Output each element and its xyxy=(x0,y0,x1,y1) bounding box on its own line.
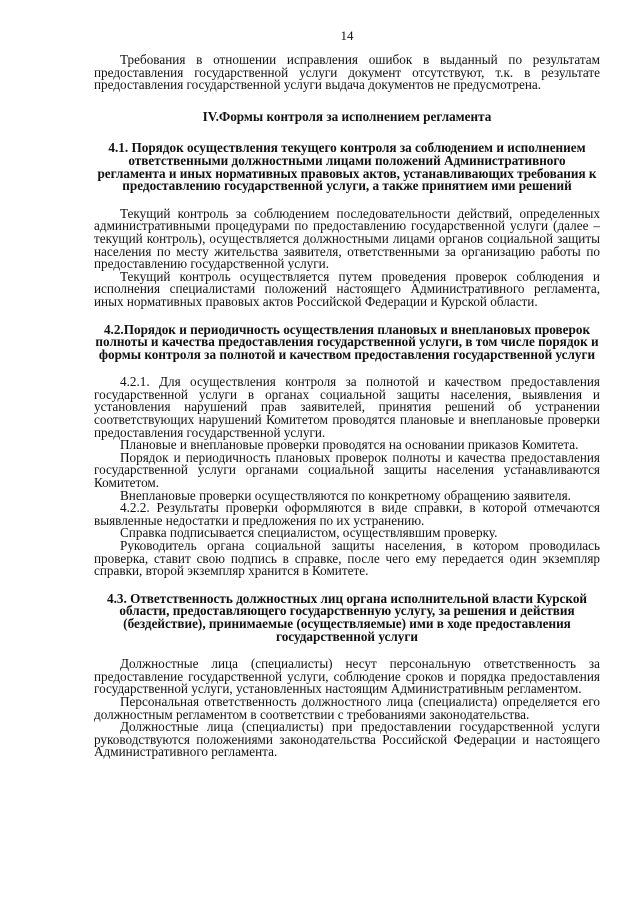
intro-paragraph: Требования в отношении исправления ошибок в выданный по результатам предоставления государственной услуги документ отсутствуют, т.к. в результате предоставления государственной услуги выдача документов не предусмотрена. xyxy=(94,52,600,93)
paragraph: 4.2.2. Результаты проверки оформляются в виде справки, в которой отмечаются выявленные недостатки и предложения по их устранению. xyxy=(94,500,600,528)
paragraph: Справка подписывается специалистом, осуществлявшим проверку. xyxy=(120,525,498,541)
paragraph: Текущий контроль осуществляется путем проведения проверок соблюдения и исполнения специалистами положений настоящего Административного регламента, иных нормативных правовых актов Российской Федерации и Курской области. xyxy=(94,268,600,309)
section-title-4-1: 4.1. Порядок осуществления текущего контроля за соблюдением и исполнением ответственными должностными лицами положений Административного регламента и иных нормативных правовых актов, устанавливающих требования к предоставлению государственной услуги, а также принятием ими решений xyxy=(97,140,597,194)
paragraph: Персональная ответственность должностного лица (специалиста) определяется его должностным регламентом в соответствии с требованиями законодательства. xyxy=(94,693,600,722)
paragraph: Текущий контроль за соблюдением последовательности действий, определенных административными процедурами по предоставлению государственной услуги (далее – текущий контроль), осуществляется должностными лицами органов социальной защиты населения по месту жительства заявителя, ответственными за организацию работы по предоставлению государственной услуги. xyxy=(94,205,600,272)
paragraph: Должностные лица (специалисты) несут персональную ответственность за предоставление государственной услуги, соблюдение сроков и порядка предоставления государственной услуги, установленных настоящим Административным регламентом. xyxy=(94,656,600,697)
section-title-4-3: 4.3. Ответственность должностных лиц органа исполнительной власти Курской области, предоставляющего государственную услугу, за решения и действия (бездействие), принимаемые (осуществляемые) ими в ходе предоставления государственной услуги xyxy=(106,590,588,644)
page-number: 14 xyxy=(340,28,354,43)
paragraph: 4.2.1. Для осуществления контроля за полнотой и качеством предоставления государственной услуги в органах социальной защиты населения, выявления и установления нарушений прав заявителей, принятия решений об устранении соответствующих нарушений Комитетом проводятся плановые и внеплановые проверки предоставления государственной услуги. xyxy=(94,374,600,440)
paragraph: Внеплановые проверки осуществляются по конкретному обращению заявителя. xyxy=(120,487,571,503)
section-title-4-2: 4.2.Порядок и периодичность осуществления плановых и внеплановых проверок полноты и качества предоставления государственной услуги, в том числе порядок и формы контроля за полнотой и качеством предоставления государственной услуги xyxy=(95,321,599,362)
paragraph: Порядок и периодичность плановых проверок полноты и качества предоставления государственной услуги органами социальной защиты населения устанавливаются Комитетом. xyxy=(94,449,600,491)
paragraph: Должностные лица (специалисты) при предоставлении государственной услуги руководствуются положениями законодательства Российской Федерации и настоящего Административного регламента. xyxy=(94,719,600,760)
paragraph: Плановые и внеплановые проверки проводятся на основании приказов Комитета. xyxy=(120,437,579,453)
paragraph: Руководитель органа социальной защиты населения, в котором проводилась проверка, ставит свою подпись в справке, после чего ему передается один экземпляр справки, второй экземпляр хранится в Комитете. xyxy=(94,538,600,579)
chapter-title: IV.Формы контроля за исполнением регламента xyxy=(202,108,492,124)
